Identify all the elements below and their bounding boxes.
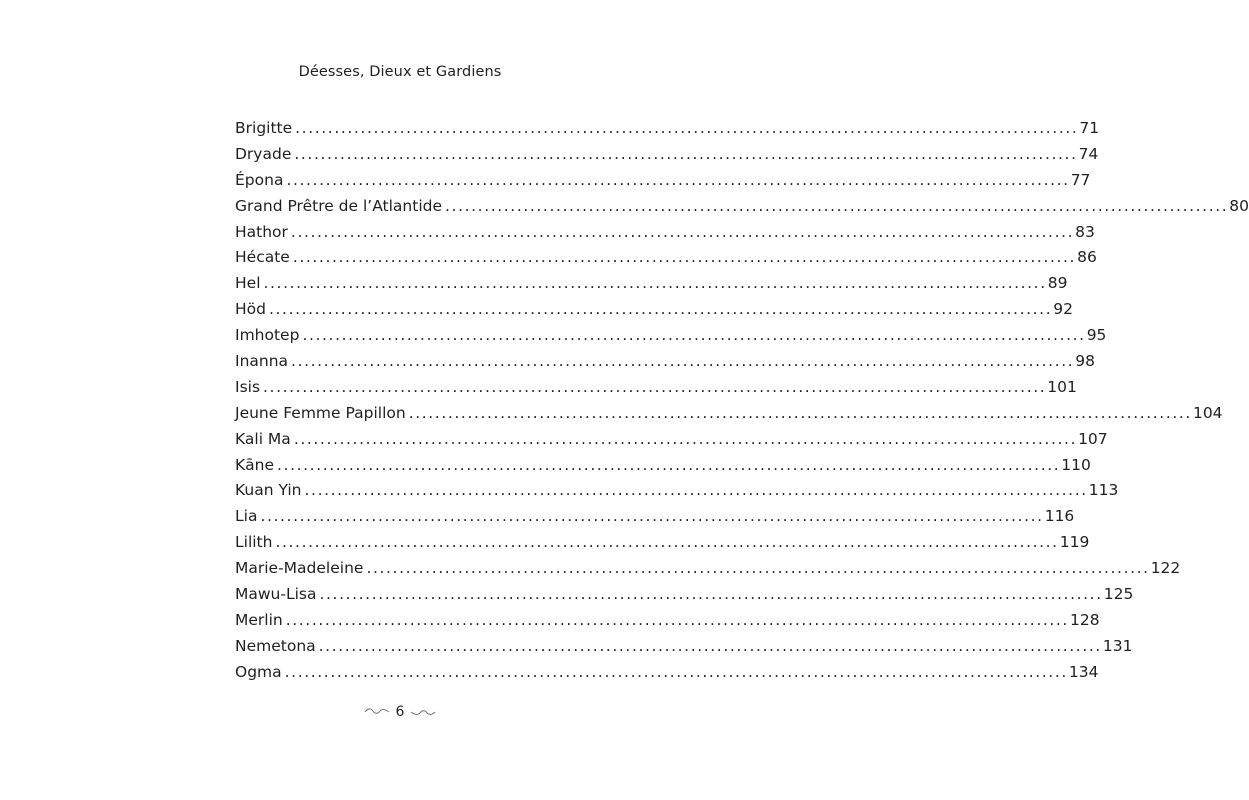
toc-entry [235,271,1068,297]
toc-entry-name: Grand Prêtre de l’Atlantide [235,196,443,215]
toc-entry-page: 128 [1069,610,1100,629]
dot-leader: ........................................................................................................................ [292,248,1077,267]
toc-entry-page: 80 [1229,196,1249,215]
toc-entry [235,245,1097,271]
dot-leader: ........................................................................................................................ [319,585,1103,604]
toc-entry-name: Imhotep [235,326,300,345]
toc-entry-name: Lilith [235,533,273,552]
toc-entry-page: 122 [1150,559,1181,578]
toc-entry-name: Dryade [235,144,292,163]
page-number: 6 [395,704,405,720]
toc-entry [235,478,1119,504]
toc-entry-name: Épona [235,170,284,189]
toc-entry-page: 104 [1192,403,1223,422]
toc-entry-page: 110 [1061,455,1091,474]
dot-leader: ........................................................................................................................ [293,429,1078,448]
toc-entry-name: Nemetona [235,636,316,655]
toc-entry-page: 98 [1075,352,1096,371]
toc-entry [235,323,1107,349]
toc-entry-page: 83 [1075,222,1095,241]
toc-entry-page: 77 [1070,170,1091,189]
toc-entry-page: 125 [1103,585,1134,604]
dot-leader: ........................................................................................................................ [366,559,1150,578]
dot-leader: ........................................................................................................................ [290,222,1075,241]
dot-leader: ........................................................................................................................ [284,662,1068,681]
toc-entry-page: 74 [1078,144,1099,163]
dot-leader: ........................................................................................................................ [285,610,1069,629]
toc-entry-page: 134 [1068,662,1099,681]
toc-entry-page: 113 [1088,481,1119,500]
toc-entry [235,582,1134,608]
toc-entry [235,634,1133,660]
dot-leader: ........................................................................................................................ [263,274,1047,293]
toc-entry-name: Mawu-Lisa [235,585,317,604]
toc-entry [235,168,1091,194]
toc-entry-name: Brigitte [235,119,293,137]
toc-entry [235,427,1108,453]
toc-entry-page: 119 [1059,533,1090,552]
page-folio [0,704,800,720]
flourish-icon [410,708,436,716]
dot-leader: ........................................................................................................................ [295,119,1079,137]
toc-entry-page: 92 [1053,300,1073,319]
toc-entry-page: 131 [1102,636,1133,655]
toc-entry [235,220,1095,246]
dot-leader: ........................................................................................................................ [408,403,1192,422]
toc-entry-name: Hathor [235,222,288,241]
toc-entry [235,194,1249,220]
toc-entry-name: Ogma [235,662,282,681]
toc-entry [235,660,1099,686]
dot-leader: ........................................................................................................................ [277,455,1061,474]
toc-entry-page: 86 [1077,248,1097,267]
dot-leader: ........................................................................................................................ [268,300,1053,319]
toc-entry [235,608,1100,634]
toc-entry-name: Inanna [235,352,289,371]
toc-entry [235,401,1223,427]
table-of-contents [235,116,1249,686]
toc-entry [235,530,1090,556]
dot-leader: ........................................................................................................................ [263,377,1047,396]
toc-entry-name: Kuan Yin [235,481,302,500]
toc-entry-name: Marie-Madeleine [235,559,364,578]
toc-entry-name: Jeune Femme Papillon [235,403,406,422]
dot-leader: ........................................................................................................................ [275,533,1059,552]
toc-entry [235,349,1096,375]
dot-leader: ........................................................................................................................ [445,196,1229,215]
toc-entry-page: 89 [1047,274,1068,293]
toc-entry [235,375,1077,401]
toc-entry-page: 116 [1044,507,1075,526]
toc-entry-name: Isis [235,377,261,396]
toc-entry-name: Merlin [235,610,283,629]
toc-entry [235,116,1100,142]
toc-entry-name: Höd [235,300,266,319]
toc-entry [235,297,1073,323]
toc-entry-name: Kāne [235,455,275,474]
toc-entry [235,142,1099,168]
dot-leader: ........................................................................................................................ [318,636,1102,655]
dot-leader: ........................................................................................................................ [302,326,1086,345]
toc-entry-page: 71 [1079,119,1100,137]
flourish-icon [364,708,390,716]
dot-leader: ........................................................................................................................ [294,144,1078,163]
toc-entry [235,504,1075,530]
toc-entry-name: Hécate [235,248,290,267]
toc-entry-name: Hel [235,274,261,293]
toc-entry-page: 95 [1086,326,1107,345]
dot-leader: ........................................................................................................................ [304,481,1088,500]
running-head-title: Déesses, Dieux et Gardiens [298,64,502,80]
toc-entry-name: Lia [235,507,258,526]
toc-entry-name: Kali Ma [235,429,291,448]
toc-entry-page: 107 [1078,429,1108,448]
dot-leader: ........................................................................................................................ [286,170,1070,189]
toc-entry [235,453,1091,479]
dot-leader: ........................................................................................................................ [291,352,1075,371]
toc-entry-page: 101 [1047,377,1077,396]
dot-leader: ........................................................................................................................ [260,507,1044,526]
toc-entry [235,556,1181,582]
